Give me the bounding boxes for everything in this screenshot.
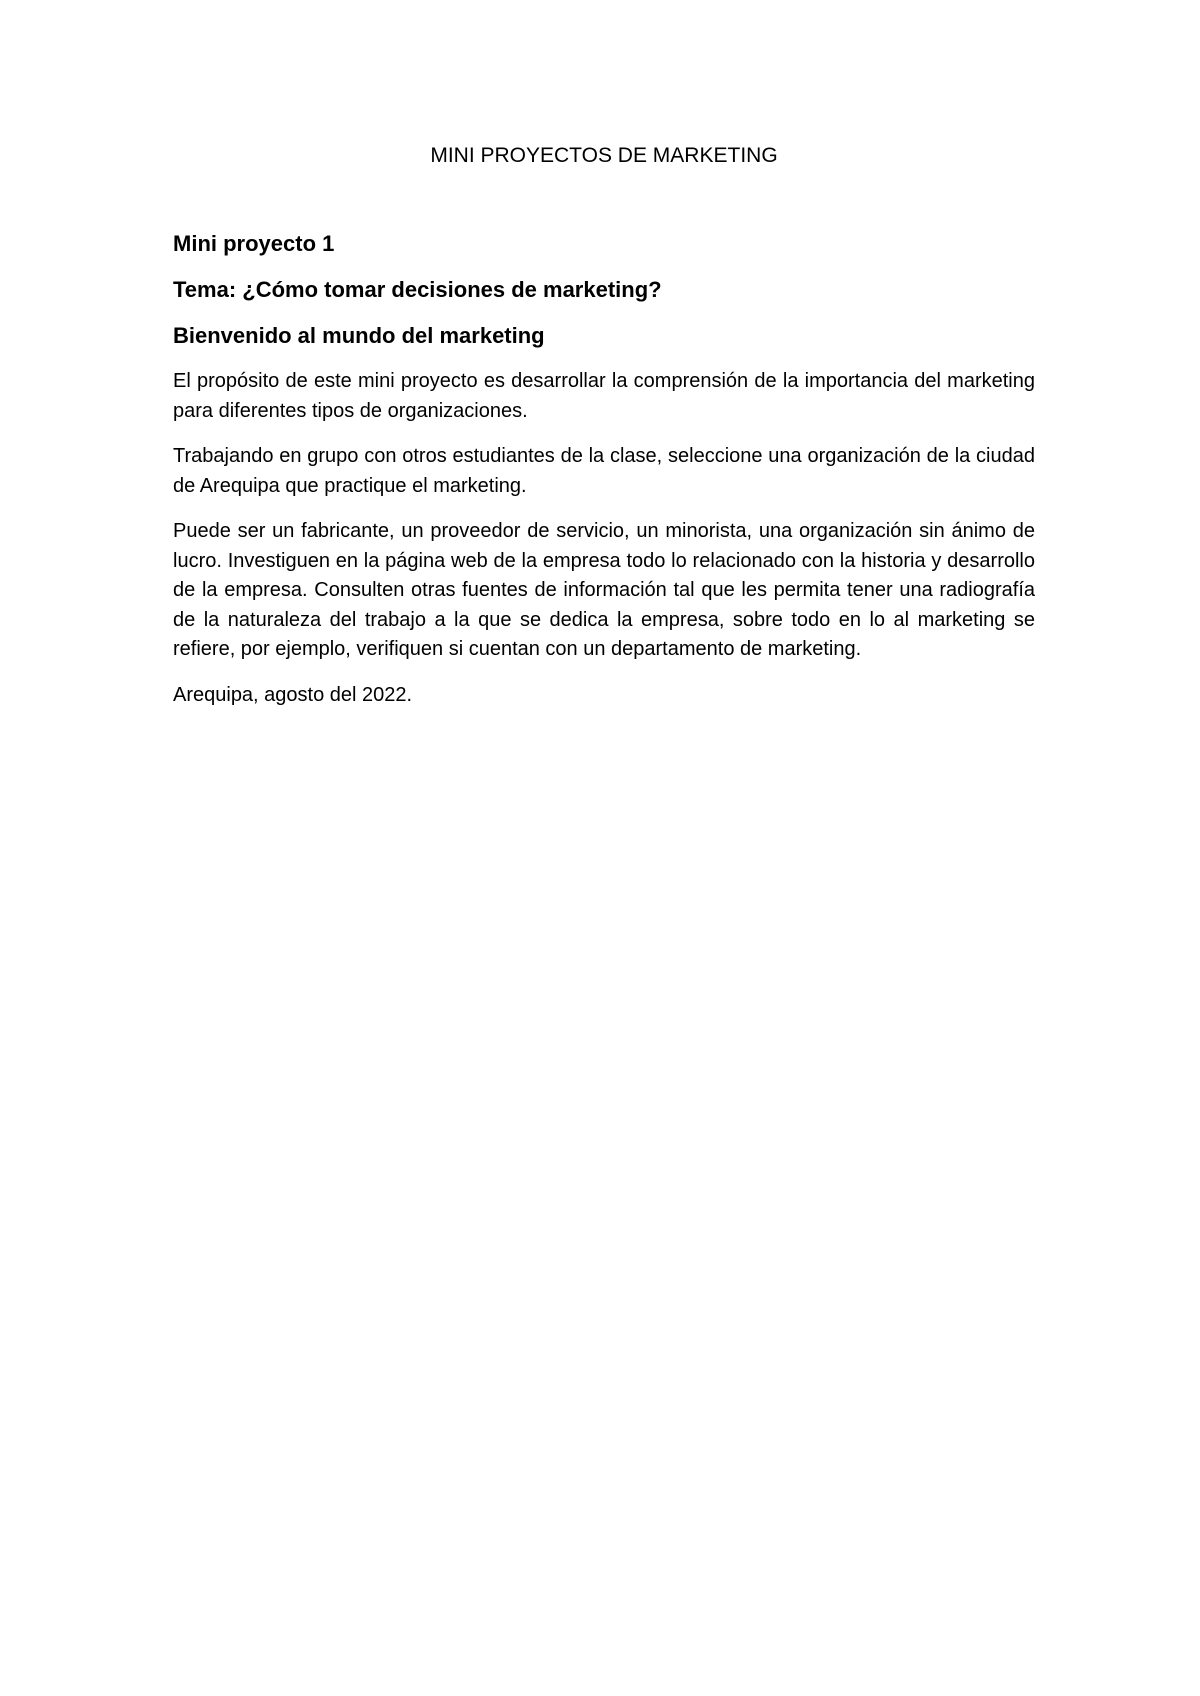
paragraph-group-work: Trabajando en grupo con otros estudiantes de la clase, seleccione una organización de la ciudad de Arequipa que practique el marketing. [173,445,1035,497]
closing-date-line: Arequipa, agosto del 2022. [173,683,413,706]
document-title: MINI PROYECTOS DE MARKETING [430,144,778,167]
project-heading: Mini proyecto 1 [173,231,335,256]
topic-heading: Tema: ¿Cómo tomar decisiones de marketing? [173,277,662,302]
document-body [173,141,1035,710]
welcome-heading: Bienvenido al mundo del marketing [173,323,545,348]
paragraph-purpose: El propósito de este mini proyecto es desarrollar la comprensión de la importancia del marketing para diferentes tipos de organizaciones. [173,370,1035,422]
paragraph-research: Puede ser un fabricante, un proveedor de servicio, un minorista, una organización sin ánimo de lucro. Investiguen en la página web de la empresa todo lo relacionado con la historia y desarrollo de la empresa. Consulten otras fuentes de información tal que les permita tener una radiografía de la naturaleza del trabajo a la que se dedica la empresa, sobre todo en lo al marketing se refiere, por ejemplo, verifiquen si cuentan con un departamento de marketing. [173,520,1035,660]
